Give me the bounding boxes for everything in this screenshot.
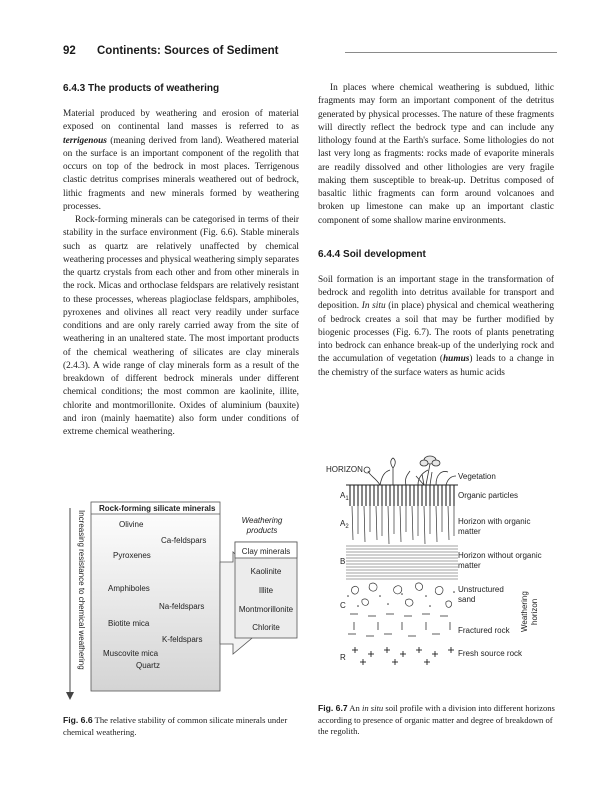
clay-montmorillonite: Montmorillonite (238, 605, 294, 614)
clay-illite: Illite (258, 586, 274, 595)
paragraph-soil-formation: Soil formation is an important stage in the transformation of bedrock and regolith into detritus available for transport and deposition. In situ (in place) physical and chemical weathering of bedrock creates a soil that may be further modified by biogenic processes (Fig. 6.7). The roots of plants penetrating into bedrock can enhance break-up of the underlying rock and the accumulation of vegetation (humus) leads to a change in the chemistry of the surface waters as humic acids (318, 274, 555, 378)
mineral-olivine: Olivine (119, 520, 144, 529)
vegetation-plants (364, 458, 456, 485)
page-number: 92 (63, 45, 76, 57)
organic-particles-layer (350, 485, 454, 506)
clay-kaolinite: Kaolinite (250, 567, 282, 576)
clay-minerals-title: Clay minerals (241, 547, 291, 556)
left-column (63, 82, 299, 439)
resistance-axis-label: Increasing resistance to chemical weathering (77, 510, 86, 670)
horizon-a2: $A_2$ (340, 519, 349, 530)
desc-vegetation: Vegetation (458, 472, 496, 481)
desc-fresh-source-rock: Fresh source rock (458, 649, 523, 658)
figure-6-7-label: Fig. 6.7 (318, 703, 348, 713)
horizon-r: R (340, 653, 346, 662)
mineral-amphiboles: Amphiboles (108, 584, 150, 593)
clay-chlorite: Chlorite (252, 623, 280, 632)
mineral-ca-feldspars: Ca-feldspars (161, 536, 207, 545)
paragraph-lithic-fragments: In places where chemical weathering is subdued, lithic fragments may form an important component of the detritus generated by physical processes. The nature of these fragments will directly reflect the bedrock type and can include any lithology found at the Earth's surface. Some lithologies do not last very long as fragments: rocks made of evaporite minerals are readily dissolved and other lithologies are very fragile making them susceptible to break-up. Detritus composed of basaltic lithic fragments can form around volcanoes and broken up limestone can make up an important clastic component of some shallow marine environments. (318, 83, 554, 226)
running-header (63, 44, 557, 62)
keyword-terrigenous: terrigenous (63, 135, 107, 146)
mineral-quartz: Quartz (136, 661, 161, 670)
section-heading-6-4-4: 6.4.4 Soil development (318, 248, 426, 260)
desc-without-organic: Horizon without organic (458, 551, 542, 560)
desc-unstructured-sand: Unstructured (458, 585, 504, 594)
desc-organic-particles: Organic particles (458, 491, 519, 500)
organic-matter-layer (352, 506, 454, 544)
paragraph-terrigenous: Material produced by weathering and erosion of material exposed on continental land masses is referred to as terrigenous (meaning derived from land). Weathered material on the surface is an important component of the regolith that occurs on top of the bedrock in most places. Terrigenous clastic detritus comprises minerals weathered out of bedrock, lithic fragments and new minerals formed by weathering processes. (63, 109, 299, 212)
section-heading-6-4-3: 6.4.3 The products of weathering (63, 83, 220, 94)
horizon-c: C (340, 601, 346, 610)
fresh-source-rock-layer (352, 647, 454, 665)
figure-6-6-label: Fig. 6.6 (63, 715, 93, 725)
mineral-horizon-layer (346, 546, 458, 579)
mineral-na-feldspars: Na-feldspars (159, 602, 205, 611)
weathering-horizon-label-2: horizon (530, 598, 539, 625)
mineral-k-feldspars: K-feldspars (162, 635, 203, 644)
svg-text:matter: matter (458, 561, 481, 570)
header-rule (345, 52, 557, 53)
figure-6-6 (58, 496, 308, 706)
chapter-title: Continents: Sources of Sediment (97, 45, 279, 57)
mineral-biotite-mica: Biotite mica (108, 619, 150, 628)
weathering-products-title-2: products (246, 526, 278, 535)
desc-organic-matter: Horizon with organic (458, 517, 531, 526)
horizon-a1: $A_1$ (340, 491, 349, 502)
mineral-pyroxenes: Pyroxenes (113, 551, 151, 560)
horizon-column-title: HORIZON (326, 465, 363, 474)
desc-fractured-rock: Fractured rock (458, 626, 510, 635)
mineral-muscovite-mica: Muscovite mica (103, 649, 159, 658)
right-column (318, 82, 554, 380)
paragraph-mineral-stability: Rock-forming minerals can be categorised in terms of their stability in the surface environment (Fig. 6.6). Stable minerals such as quartz are relatively unaffected by chemical weathering processes and physical weathering simply separates the quartz crystals from each other and from other minerals in the rock. Micas and orthoclase feldspars are relatively resistant to these processes, whereas plagioclase feldspars, amphiboles, pyroxenes and olivines all react very readily under surface conditions and are only rarely carried away from the site of weathering in an unaltered state. The most important products of the chemical weathering of silicates are clay minerals (2.4.3). A wide range of clay minerals form as a result of the breakdown of different bedrock minerals under different chemical conditions; the most common are kaolinite, illite, chlorite and montmorillonite. Oxides of aluminium (bauxite) and iron (mainly haematite) also form under conditions of extreme chemical weathering. (63, 215, 299, 437)
svg-text:matter: matter (458, 527, 481, 536)
unstructured-sand-layer (352, 583, 452, 607)
horizon-b: B (340, 557, 346, 566)
figure-6-6-caption: Fig. 6.6 The relative stability of common silicate minerals under chemical weathering. (63, 715, 288, 737)
weathering-products-title-1: Weathering (241, 516, 283, 525)
figure-6-7-caption: Fig. 6.7 An in situ soil profile with a division into different horizons according to presence of organic matter and degree of breakdown of the regolith. (318, 703, 555, 736)
term-in-situ: In situ (361, 301, 386, 312)
weathering-horizon-label-1: Weathering (520, 591, 529, 632)
resistance-arrow-head (66, 692, 74, 700)
figure-6-7 (318, 454, 558, 694)
keyword-humus: humus (443, 354, 470, 365)
mineral-box-title: Rock-forming silicate minerals (99, 504, 216, 513)
svg-text:sand: sand (458, 595, 476, 604)
fractured-rock-layer (348, 614, 450, 636)
